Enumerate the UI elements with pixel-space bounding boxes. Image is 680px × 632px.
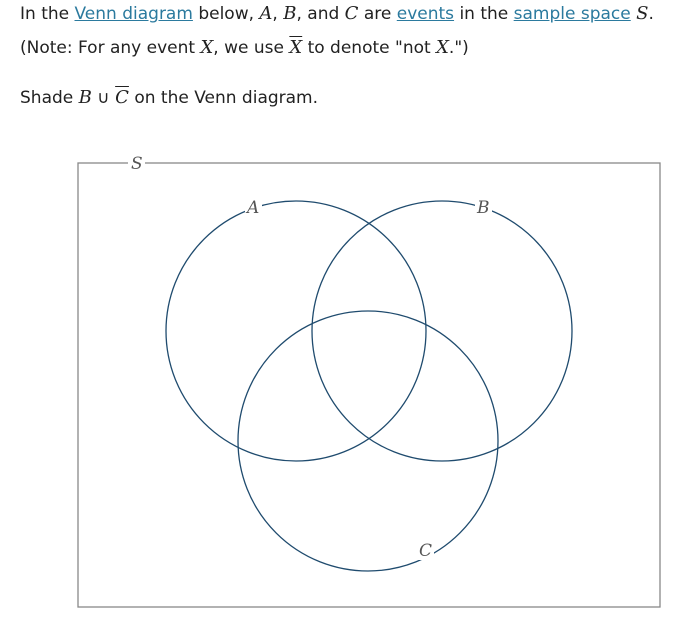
var-c: C xyxy=(344,3,359,24)
text: In the xyxy=(20,4,75,24)
text: on the Venn diagram. xyxy=(128,88,319,108)
var-x-complement: $\overline{X}$ xyxy=(289,37,303,58)
text: below, xyxy=(192,4,260,24)
sample-space-link[interactable]: sample space xyxy=(513,4,631,24)
label-b: B xyxy=(477,198,490,218)
label-s: S xyxy=(131,154,143,174)
var-x: X xyxy=(436,37,449,58)
venn-shading-area[interactable] xyxy=(78,163,660,607)
venn-diagram-link[interactable]: Venn diagram xyxy=(74,4,193,24)
var-s: S xyxy=(636,3,649,24)
var-c-complement: $\overline{C}$ xyxy=(115,87,129,108)
var-b: B xyxy=(78,87,92,108)
text: to denote "not xyxy=(302,38,437,58)
text: , and xyxy=(296,4,345,24)
text: in the xyxy=(454,4,514,24)
label-a: A xyxy=(247,198,260,218)
text: , we use xyxy=(213,38,290,58)
var-a: A xyxy=(259,3,273,24)
union-symbol: ∪ xyxy=(91,88,116,108)
var-b: B xyxy=(283,3,297,24)
text: are xyxy=(358,4,397,24)
var-x: X xyxy=(200,37,214,58)
text: .") xyxy=(448,38,469,58)
events-link[interactable]: events xyxy=(396,4,455,24)
text: Shade xyxy=(20,88,79,108)
text: (Note: For any event xyxy=(20,38,201,58)
label-c: C xyxy=(419,541,433,561)
text: , xyxy=(272,4,284,24)
text: . xyxy=(648,4,654,24)
